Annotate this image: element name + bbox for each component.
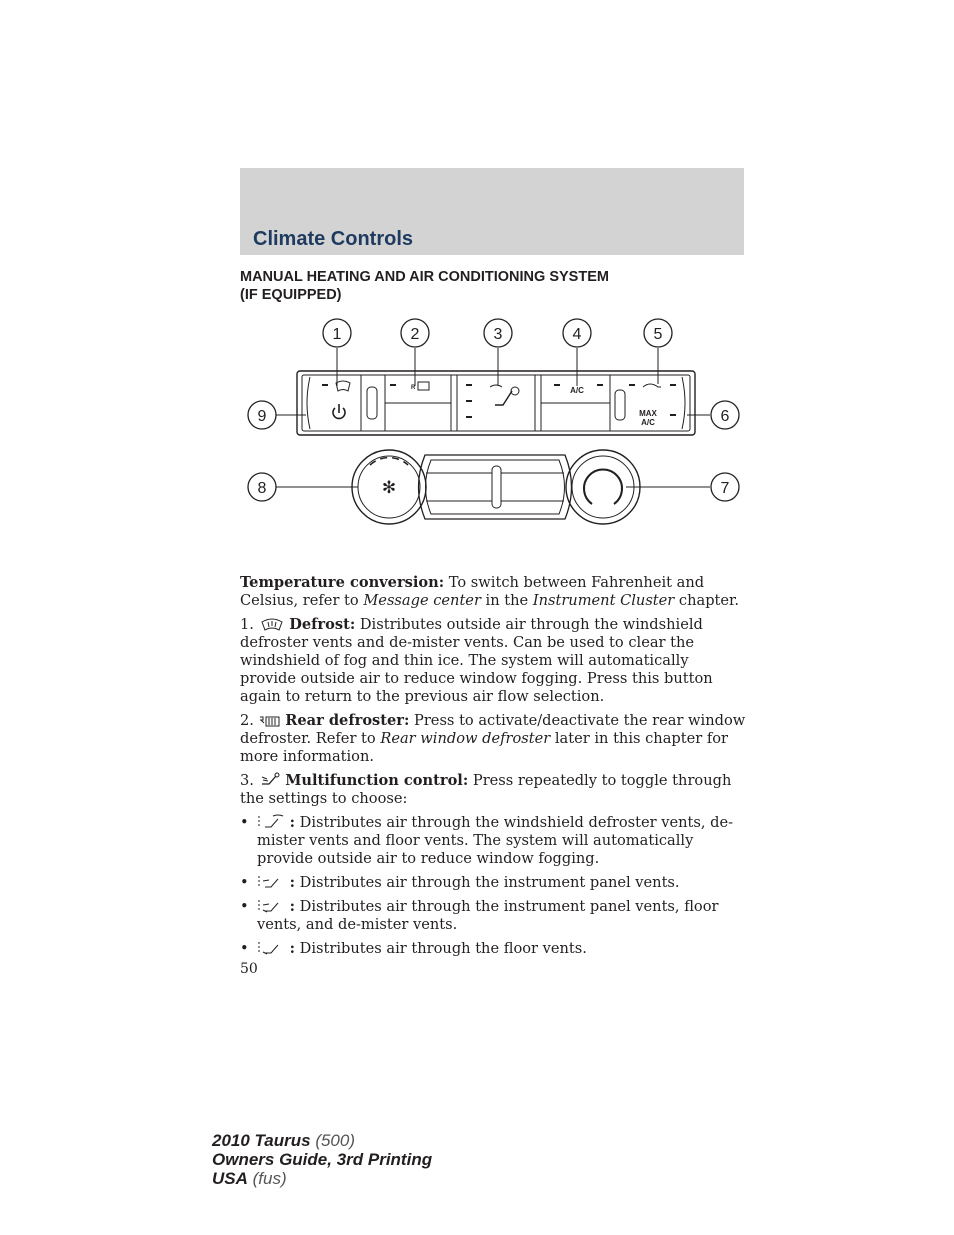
page-number: 50 [240, 961, 258, 977]
footer-region: USA [212, 1169, 248, 1188]
bullet: • [240, 814, 249, 831]
multifunction-control-label: Multifunction control: [285, 772, 469, 789]
bullet-colon: : [289, 874, 296, 891]
rear-defroster-label: Rear defroster: [285, 712, 410, 729]
text-run: Distributes air through the instrument panel vents, floor vents, and de-mister vents. [257, 898, 719, 933]
bullet-colon: : [289, 940, 296, 957]
text-run: Distributes air through the windshield defroster vents, de-mister vents and floor vents. The system will automatically provide outside air to reduce window fogging. [257, 814, 734, 867]
max-ac-label: A/C [641, 418, 655, 427]
callout-7: 7 [720, 480, 730, 497]
section-heading-line2: (IF EQUIPPED) [240, 287, 342, 303]
text-run: later in this chapter for more information. [240, 730, 729, 765]
callout-2: 2 [410, 326, 420, 343]
xref-rear-window-defroster: Rear window defroster [380, 730, 551, 747]
text-run: Press repeatedly to toggle through the settings to choose: [240, 772, 732, 807]
bullet-colon: : [289, 898, 296, 915]
callout-4: 4 [572, 326, 582, 343]
text-run: chapter. [674, 592, 740, 609]
text-run: Distributes outside air through the windshield defroster vents and de-mister vents. Can be used to clear the windshield of fog and thin ice. The system will automatically provide outside air to reduce window fogging. Press this button again to return to the previous air flow selection. [240, 616, 713, 705]
text-run: To switch between Fahrenheit and Celsius, refer to [240, 574, 705, 609]
xref-instrument-cluster: Instrument Cluster [532, 592, 675, 609]
rear-defroster-icon [259, 714, 281, 728]
section-heading [240, 268, 740, 304]
panel-mode-icon [257, 874, 285, 890]
footer-region-code: (fus) [247, 1169, 287, 1188]
multifunction-icon [259, 772, 281, 788]
item-multifunction-control [240, 772, 746, 808]
fan-icon: ✻ [381, 478, 397, 498]
defrost-icon [259, 616, 285, 632]
rear-defrost-label: R [411, 385, 416, 391]
chapter-title: Climate Controls [253, 228, 414, 250]
bullet: • [240, 898, 249, 915]
callout-3: 3 [493, 326, 503, 343]
text-run: Distributes air through the floor vents. [295, 940, 587, 957]
text-run: Distributes air through the instrument panel vents. [295, 874, 680, 891]
callout-8: 8 [257, 480, 267, 497]
callout-1: 1 [332, 326, 342, 343]
callout-5: 5 [653, 326, 663, 343]
defrost-label: Defrost: [289, 616, 356, 633]
item-defrost [240, 616, 746, 706]
xref-message-center: Message center [363, 592, 481, 609]
temperature-conversion-paragraph [240, 574, 746, 610]
callout-6: 6 [720, 408, 730, 425]
item-number: 2. [240, 712, 254, 729]
list-item [240, 814, 746, 868]
footer-model: 2010 Taurus [212, 1131, 311, 1150]
text-run: in the [480, 592, 533, 609]
bullet: • [240, 940, 249, 957]
text-run: Press to activate/deactivate the rear window defroster. Refer to [240, 712, 746, 747]
list-item [240, 940, 746, 958]
defrost-floor-mode-icon [257, 814, 285, 830]
list-item [240, 874, 746, 892]
list-item [240, 898, 746, 934]
callout-9: 9 [257, 408, 267, 425]
item-number: 1. [240, 616, 254, 633]
section-heading-line1: MANUAL HEATING AND AIR CONDITIONING SYSTEM [240, 269, 609, 285]
item-number: 3. [240, 772, 254, 789]
bullet: • [240, 874, 249, 891]
body-text [240, 574, 746, 964]
footer-model-code: (500) [310, 1131, 356, 1150]
footer-guide: Owners Guide, 3rd Printing [212, 1150, 433, 1169]
panel-floor-mode-icon [257, 898, 285, 914]
floor-mode-icon [257, 940, 285, 956]
footer [212, 1131, 432, 1188]
item-rear-defroster [240, 712, 746, 766]
bullet-colon: : [289, 814, 296, 831]
max-label: MAX [639, 409, 657, 418]
climate-control-panel-figure [240, 315, 744, 535]
chapter-header [240, 168, 744, 255]
ac-button-label: A/C [570, 386, 584, 395]
temperature-conversion-label: Temperature conversion: [240, 574, 445, 591]
